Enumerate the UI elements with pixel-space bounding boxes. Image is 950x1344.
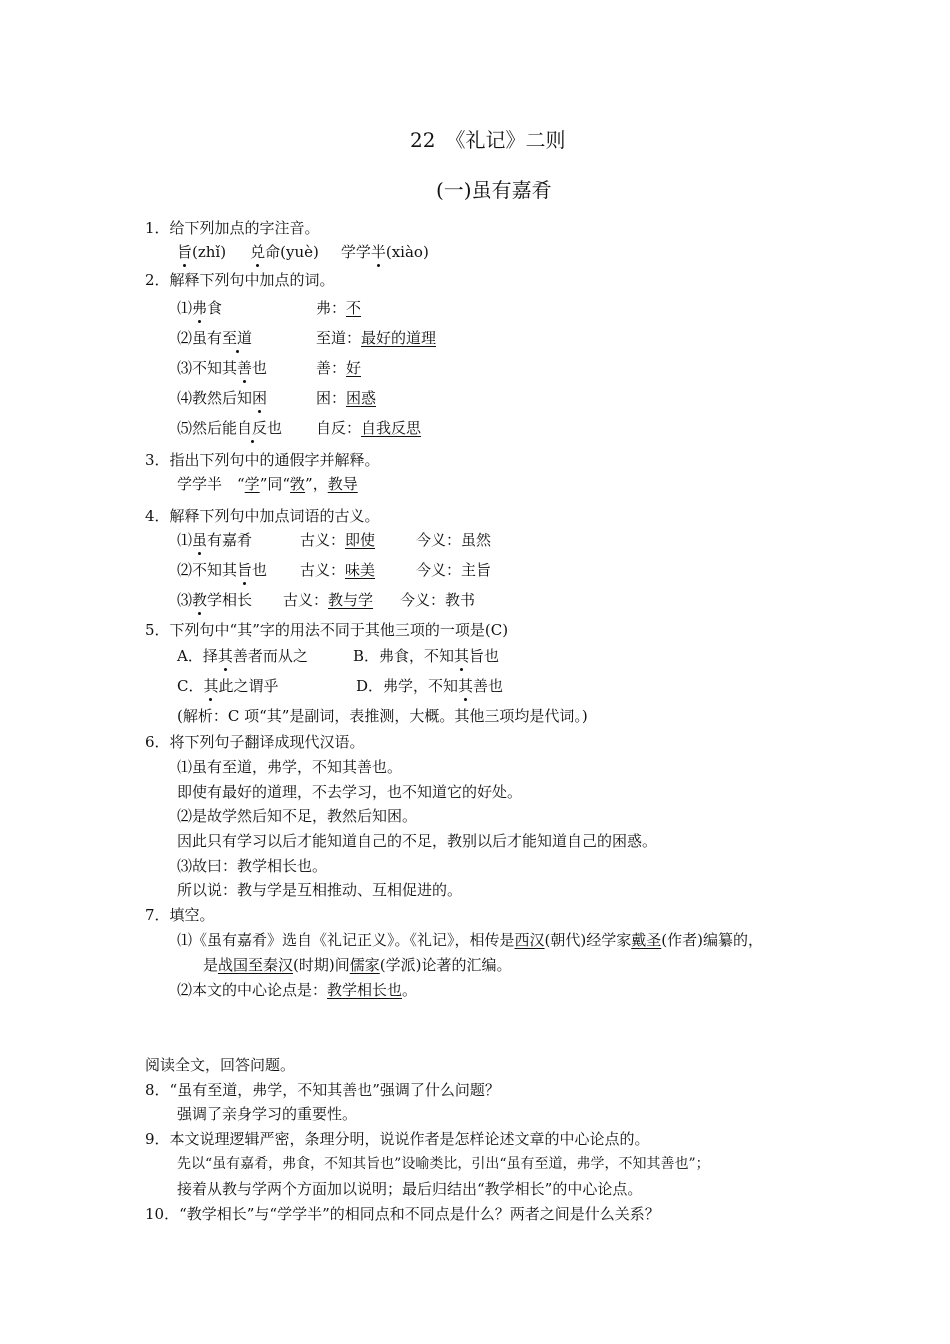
question-4: 4．解释下列句中加点词语的古义。 bbox=[145, 507, 380, 525]
answer: 不 bbox=[346, 299, 362, 317]
answer: 即使 bbox=[345, 531, 376, 549]
text: 。 bbox=[402, 981, 418, 999]
text: 旨也 bbox=[469, 647, 500, 665]
answer: 敩 bbox=[290, 475, 306, 493]
text: 自反： bbox=[316, 419, 362, 437]
text: 善者而从之 bbox=[232, 647, 308, 665]
word-pre: 学学 bbox=[340, 243, 371, 261]
text: (学派)论著的汇编。 bbox=[379, 956, 512, 974]
pinyin: (zhǐ) bbox=[192, 243, 227, 261]
q4-jin: 今义：主旨 bbox=[416, 561, 492, 579]
text: 善也 bbox=[473, 677, 504, 695]
text: (朝代)经学家 bbox=[544, 931, 632, 949]
question-5: 5．下列句中“其”字的用法不同于其他三项的一项是(C) bbox=[145, 621, 509, 639]
q6-line: ⑵是故学然后知不足，教然后知困。 bbox=[177, 807, 418, 825]
reading-instruction: 阅读全文，回答问题。 bbox=[145, 1056, 296, 1074]
pinyin: (xiào) bbox=[385, 243, 429, 261]
text: ⑵不知其 bbox=[177, 561, 238, 579]
text: 至道： bbox=[316, 329, 362, 347]
text: ”同“ bbox=[259, 475, 291, 493]
text: 学学半 “ bbox=[177, 475, 245, 493]
text: B．弗食，不知 bbox=[353, 647, 455, 665]
dotted-word: 教 bbox=[192, 591, 208, 609]
answer: 戴圣 bbox=[631, 931, 662, 949]
q7-line-3 bbox=[177, 980, 417, 1000]
answer: 自我反思 bbox=[361, 419, 422, 437]
dotted-char: 半 bbox=[370, 243, 386, 261]
q3-answer bbox=[177, 474, 358, 494]
question-1-items bbox=[177, 242, 429, 262]
text: ⑶ bbox=[177, 591, 193, 609]
text: 古义： bbox=[300, 561, 346, 579]
text: ⑴《虽有嘉肴》选自《礼记正义》。《礼记》，相传是 bbox=[177, 931, 515, 949]
text: ⑵虽有 bbox=[177, 329, 223, 347]
dotted-word: 至道 bbox=[222, 329, 253, 347]
q2-row bbox=[177, 418, 282, 438]
q9-answer-1: 先以“虽有嘉肴，弗食，不知其旨也”设喻类比，引出“虽有至道，弗学，不知其善也”； bbox=[177, 1156, 710, 1172]
question-9: 9．本文说理逻辑严密，条理分明，说说作者是怎样论述文章的中心论点的。 bbox=[145, 1130, 650, 1148]
dotted-char: 其 bbox=[217, 647, 233, 665]
q2-answer bbox=[316, 388, 376, 408]
page-subtitle: (一)虽有嘉肴 bbox=[436, 178, 552, 202]
q2-answer bbox=[316, 358, 361, 378]
answer: 困惑 bbox=[346, 389, 377, 407]
question-10: 10．“教学相长”与“学学半”的相同点和不同点是什么？两者之间是什么关系？ bbox=[145, 1205, 660, 1223]
text: 也 bbox=[252, 359, 268, 377]
text: 弗： bbox=[316, 299, 347, 317]
dotted-word: 困 bbox=[252, 389, 268, 407]
answer: 教导 bbox=[327, 475, 358, 493]
q7-line-1 bbox=[177, 930, 763, 950]
question-3: 3．指出下列句中的通假字并解释。 bbox=[145, 451, 380, 469]
dotted-char: 旨 bbox=[177, 243, 193, 261]
text: 有嘉肴 bbox=[207, 531, 253, 549]
q2-row bbox=[177, 388, 267, 408]
text: ”， bbox=[305, 475, 328, 493]
text: 此之谓乎 bbox=[218, 677, 279, 695]
dotted-char: 其 bbox=[203, 677, 219, 695]
dotted-word: 自反 bbox=[237, 419, 268, 437]
text: 善： bbox=[316, 359, 347, 377]
option-a bbox=[177, 646, 308, 666]
question-1: 1．给下列加点的字注音。 bbox=[145, 219, 320, 237]
q6-line: ⑴虽有至道，弗学，不知其善也。 bbox=[177, 758, 403, 776]
q7-line-2 bbox=[203, 955, 511, 975]
q4-jin: 今义：虽然 bbox=[416, 531, 492, 549]
text: ⑷教然后知 bbox=[177, 389, 253, 407]
answer: 战国至秦汉 bbox=[218, 956, 294, 974]
question-6: 6．将下列句子翻译成现代汉语。 bbox=[145, 733, 365, 751]
q4-gu bbox=[283, 590, 373, 610]
text: 是 bbox=[203, 956, 219, 974]
q4-jin: 今义：教书 bbox=[400, 591, 476, 609]
text: ⑸然后能 bbox=[177, 419, 238, 437]
text: 也 bbox=[267, 419, 283, 437]
text: 困： bbox=[316, 389, 347, 407]
dotted-char: 其 bbox=[458, 677, 474, 695]
text: 古义： bbox=[300, 531, 346, 549]
q9-answer-2: 接着从教与学两个方面加以说明；最后归结出“教学相长”的中心论点。 bbox=[177, 1180, 643, 1198]
text: C． bbox=[177, 677, 204, 695]
text: 古义： bbox=[283, 591, 329, 609]
q5-note: (解析：C 项“其”是副词，表推测，大概。其他三项均是代词。) bbox=[177, 707, 588, 725]
option-c bbox=[177, 676, 279, 696]
question-7: 7．填空。 bbox=[145, 906, 215, 924]
text: (时期)间 bbox=[293, 956, 350, 974]
dotted-char: 兑 bbox=[250, 243, 266, 261]
question-2: 2．解释下列句中加点的词。 bbox=[145, 271, 335, 289]
q2-answer bbox=[316, 418, 421, 438]
option-b bbox=[353, 646, 499, 666]
q6-line: ⑶故曰：教学相长也。 bbox=[177, 857, 328, 875]
text: 食 bbox=[207, 299, 223, 317]
q4-row bbox=[177, 560, 267, 580]
text: (作者)编纂的， bbox=[661, 931, 763, 949]
question-8: 8．“虽有至道，弗学，不知其善也”强调了什么问题？ bbox=[145, 1081, 500, 1099]
dotted-char: 其 bbox=[454, 647, 470, 665]
q8-answer: 强调了亲身学习的重要性。 bbox=[177, 1105, 358, 1123]
text: A．择 bbox=[177, 647, 218, 665]
q6-line: 即使有最好的道理，不去学习，也不知道它的好处。 bbox=[177, 783, 523, 801]
q6-line: 因此只有学习以后才能知道自己的不足，教别以后才能知道自己的困惑。 bbox=[177, 832, 658, 850]
q2-answer bbox=[316, 298, 361, 318]
q4-row bbox=[177, 530, 252, 550]
q4-gu bbox=[300, 530, 375, 550]
q6-line: 所以说：教与学是互相推动、互相促进的。 bbox=[177, 881, 463, 899]
text: ⑴ bbox=[177, 531, 193, 549]
answer: 教与学 bbox=[328, 591, 374, 609]
option-d bbox=[356, 676, 503, 696]
q4-gu bbox=[300, 560, 375, 580]
answer: 学 bbox=[244, 475, 260, 493]
word-rest: 命 bbox=[265, 243, 281, 261]
text: ⑴ bbox=[177, 299, 193, 317]
q2-row bbox=[177, 358, 267, 378]
dotted-word: 虽 bbox=[192, 531, 208, 549]
dotted-word: 旨 bbox=[237, 561, 253, 579]
pinyin: (yuè) bbox=[280, 243, 319, 261]
answer: 教学相长也 bbox=[327, 981, 403, 999]
text: ⑶不知其 bbox=[177, 359, 238, 377]
q2-answer bbox=[316, 328, 436, 348]
answer: 最好的道理 bbox=[361, 329, 437, 347]
text: 也 bbox=[252, 561, 268, 579]
answer: 味美 bbox=[345, 561, 376, 579]
q2-row bbox=[177, 298, 222, 318]
answer: 好 bbox=[346, 359, 362, 377]
text: 学相长 bbox=[207, 591, 253, 609]
q2-row bbox=[177, 328, 252, 348]
page-title: 22 《礼记》二则 bbox=[410, 128, 566, 152]
text: ⑵本文的中心论点是： bbox=[177, 981, 328, 999]
dotted-word: 弗 bbox=[192, 299, 208, 317]
text: D．弗学，不知 bbox=[356, 677, 459, 695]
dotted-word: 善 bbox=[237, 359, 253, 377]
answer: 西汉 bbox=[514, 931, 545, 949]
answer: 儒家 bbox=[349, 956, 380, 974]
q4-row bbox=[177, 590, 252, 610]
